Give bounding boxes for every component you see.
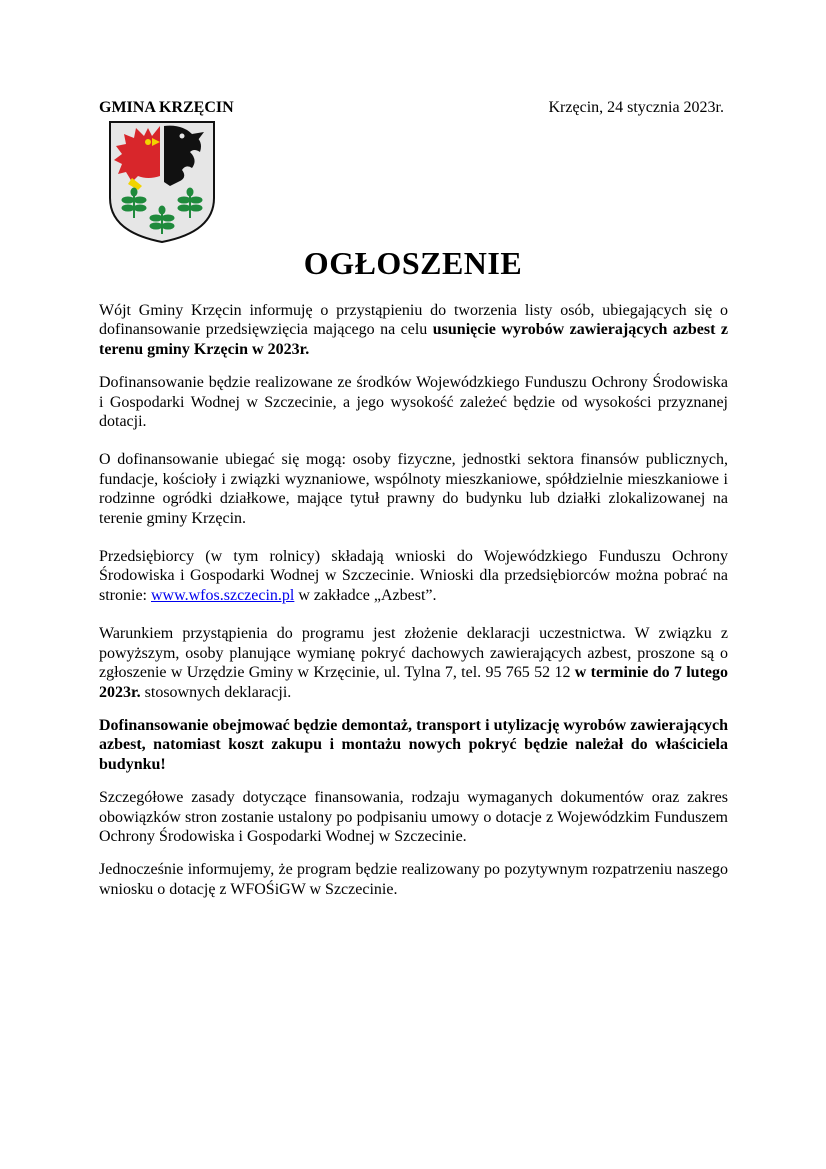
entrepreneurs-text: Przedsiębiorcy (w tym rolnicy) składają wnioski do Wojewódzkiego Funduszu Ochrony Środowiska i Gospodarki Wodnej w Szczecinie. Wnioski dla przedsiębiorców można pobrać na stronie: xyxy=(99,548,728,604)
paragraph-funding-source: Dofinansowanie będzie realizowane ze środków Wojewódzkiego Funduszu Ochrony Środowiska i Gospodarki Wodnej w Szczecinie, a jego wysokość zależeć będzie od wysokości przyznanej dotacji. xyxy=(99,374,728,431)
paragraph-closing: Jednocześnie informujemy, że program będzie realizowany po pozytywnym rozpatrzeniu naszego wniosku o dotację z WFOŚiGW w Szczecinie. xyxy=(99,861,728,898)
document-body xyxy=(99,301,728,899)
paragraph-entrepreneurs xyxy=(99,547,728,605)
paragraph-details: Szczegółowe zasady dotyczące finansowania, rodzaju wymaganych dokumentów oraz zakres obowiązków stron zostanie ustalony po podpisaniu umowy o dotacje z Wojewódzkim Funduszem Ochrony Środowiska i Gospodarki Wodnej w Szczecinie. xyxy=(99,789,728,845)
deadline-bold-text: w terminie do 7 lutego 2023r. xyxy=(99,664,729,701)
deadline-text: Warunkiem przystąpienia do programu jest złożenie deklaracji uczestnictwa. W związku z powyższym, osoby planujące wymianę pokryć dachowych zawierających azbest, proszone są o zgłoszenie w Urzędzie Gminy w Krzęcinie, ul. Tylna 7, tel. 95 765 52 12 xyxy=(99,625,728,682)
coat-of-arms-icon xyxy=(108,120,216,244)
intro-text: Wójt Gminy Krzęcin informuję o przystąpieniu do tworzenia listy osób, ubiegających się o dofinansowanie przedsięwzięcia mającego na celu xyxy=(99,302,728,339)
deadline-after-text: stosownych deklaracji. xyxy=(140,683,292,701)
intro-bold-text: usunięcie wyrobów zawierających azbest z terenu gminy Krzęcin w 2023r. xyxy=(99,321,728,358)
paragraph-intro xyxy=(99,301,728,359)
paragraph-eligibility: O dofinansowanie ubiegać się mogą: osoby fizyczne, jednostki sektora finansów publicznych, fundacje, kościoły i związki wyznaniowe, wspólnoty mieszkaniowe, spółdzielnie mieszkaniowe i rodzinne ogródki działkowe, mające tytuł prawny do budynku lub działki zlokalizowanej na terenie gminy Krzęcin. xyxy=(99,451,728,527)
page-title: OGŁOSZENIE xyxy=(303,245,523,281)
paragraph-deadline xyxy=(99,624,728,702)
entrepreneurs-after-text: w zakładce „Azbest”. xyxy=(294,586,437,604)
wfos-link[interactable]: www.wfos.szczecin.pl xyxy=(151,586,295,604)
place-date: Krzęcin, 24 stycznia 2023r. xyxy=(548,99,724,116)
paragraph-scope xyxy=(99,716,728,774)
scope-bold-text: Dofinansowanie obejmować będzie demontaż, transport i utylizację wyrobów zawierających azbest, natomiast koszt zakupu i montażu nowych pokryć będzie należał do właściciela budynku! xyxy=(99,716,728,773)
municipality-name: GMINA KRZĘCIN xyxy=(99,99,234,116)
